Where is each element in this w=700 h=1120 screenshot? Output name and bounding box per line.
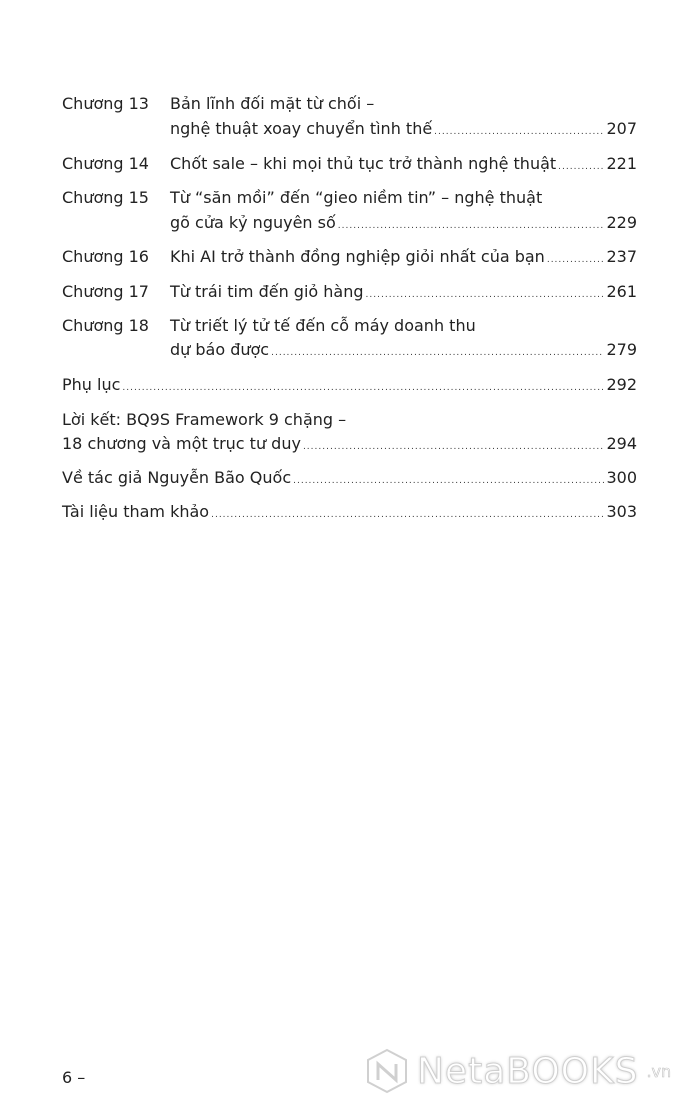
toc-entry-ch18-cont[interactable] (170, 340, 637, 362)
leader-dots (211, 510, 604, 520)
chapter-label: Chương 14 (62, 154, 149, 173)
toc-entry-references[interactable] (62, 502, 637, 524)
toc-entry-appendix[interactable] (62, 375, 637, 397)
chapter-title: Từ triết lý tử tế đến cỗ máy doanh thu (170, 316, 476, 335)
page-number: 303 (606, 502, 637, 521)
chapter-title: Bản lĩnh đối mặt từ chối – (170, 94, 375, 113)
page-number: 300 (606, 468, 637, 487)
page-number: 261 (606, 282, 637, 301)
page-number: 292 (606, 375, 637, 394)
toc-entry-ch17[interactable] (62, 282, 637, 304)
page-footer-number: 6 – (62, 1068, 86, 1087)
page-number: 221 (606, 154, 637, 173)
chapter-label: Chương 15 (62, 188, 149, 207)
toc-entry-author[interactable] (62, 468, 637, 490)
chapter-label: Chương 13 (62, 94, 149, 113)
section-title: Phụ lục (62, 375, 121, 394)
page-number: 279 (606, 340, 637, 359)
leader-dots (122, 383, 604, 393)
section-title: Tài liệu tham khảo (62, 502, 210, 521)
section-title: Lời kết: BQ9S Framework 9 chặng – (62, 410, 347, 429)
chapter-title-cont: gõ cửa kỷ nguyên số (170, 213, 336, 232)
chapter-title: Từ trái tim đến giỏ hàng (170, 282, 364, 301)
chapter-title: Khi AI trở thành đồng nghiệp giỏi nhất của bạn (170, 247, 545, 266)
toc-entry-epilogue (62, 410, 637, 432)
leader-dots (271, 348, 604, 358)
watermark-suffix: .vn (646, 1061, 672, 1081)
toc-entry-ch16[interactable] (62, 247, 637, 269)
leader-dots (558, 162, 604, 172)
watermark-logo (365, 1048, 671, 1094)
leader-dots (303, 442, 605, 452)
chapter-title: Chốt sale – khi mọi thủ tục trở thành nghệ thuật (170, 154, 557, 173)
toc-entry-ch15-cont[interactable] (170, 213, 637, 235)
netabooks-hexagon-icon (365, 1048, 409, 1094)
chapter-title-cont: dự báo được (170, 340, 270, 359)
section-title-cont: 18 chương và một trục tư duy (62, 434, 301, 453)
page-number: 237 (606, 247, 637, 266)
page-number: 229 (606, 213, 637, 232)
leader-dots (338, 221, 605, 231)
toc-entry-epilogue-cont[interactable] (62, 434, 637, 456)
toc-entry-ch15 (62, 188, 637, 210)
toc-entry-ch13 (62, 94, 637, 116)
toc-entry-ch13-cont[interactable] (170, 119, 637, 141)
leader-dots (547, 255, 605, 265)
toc-entry-ch18 (62, 316, 637, 338)
leader-dots (434, 127, 604, 137)
chapter-title: Từ “săn mồi” đến “gieo niềm tin” – nghệ thuật (170, 188, 543, 207)
chapter-label: Chương 18 (62, 316, 149, 335)
section-title: Về tác giả Nguyễn Bão Quốc (62, 468, 292, 487)
chapter-label: Chương 16 (62, 247, 149, 266)
chapter-label: Chương 17 (62, 282, 149, 301)
page-number: 294 (606, 434, 637, 453)
chapter-title-cont: nghệ thuật xoay chuyển tình thế (170, 119, 433, 138)
toc-entry-ch14[interactable] (62, 154, 637, 176)
leader-dots (366, 290, 605, 300)
page-number: 207 (606, 119, 637, 138)
watermark-brand: NetaBOOKS (417, 1050, 639, 1092)
leader-dots (293, 476, 604, 486)
